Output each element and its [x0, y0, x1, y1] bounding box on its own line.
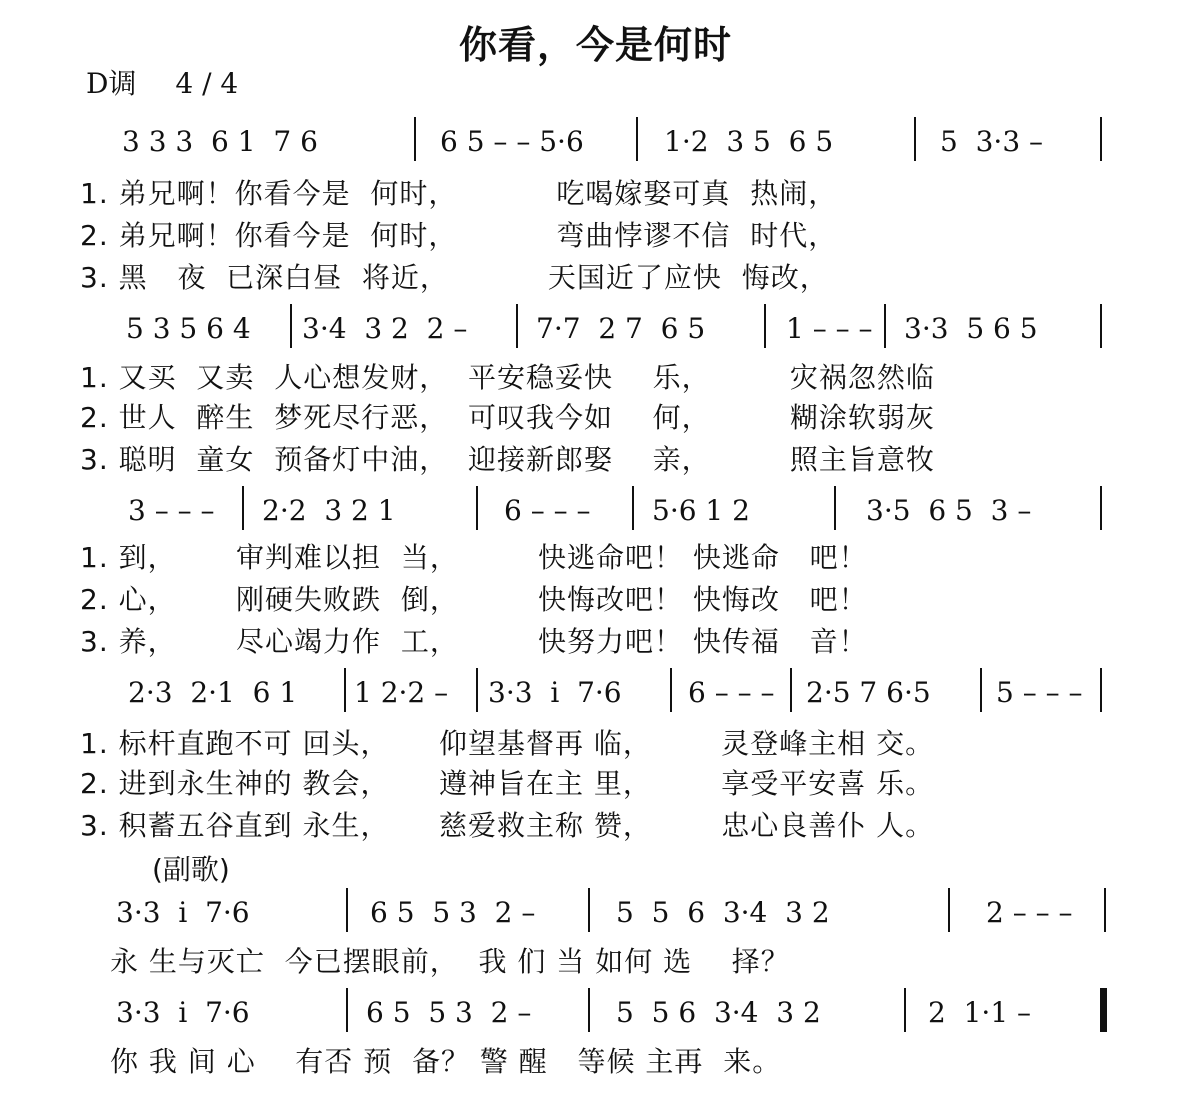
notation-row-5: [0, 896, 1191, 930]
song-meta: [86, 62, 268, 102]
notation-row-4: [0, 676, 1191, 710]
barline: [1100, 668, 1102, 712]
chorus-label: (副歌): [152, 853, 230, 886]
lyric-line: 2. 进到永生神的 教会， 遵神旨在主 里， 享受平安喜 乐。: [80, 767, 935, 800]
measure-2-2: 3·4 3 2 2 –: [302, 312, 468, 345]
measure-2-4: 1 – – –: [786, 312, 873, 345]
measure-3-2: 2·2 3 2 1: [262, 494, 396, 527]
barline: [914, 117, 916, 161]
barline: [476, 486, 478, 530]
measure-1-3: 1·2 3 5 6 5: [664, 125, 834, 158]
lyric-line: 3. 养， 尽心竭力作 工， 快努力吧！ 快传福 音！: [80, 625, 868, 658]
key-signature: D调: [86, 67, 137, 100]
barline: [1100, 117, 1102, 161]
notation-row-6: [0, 996, 1191, 1030]
measure-6-3: 5 5 6 3·4 3 2: [616, 996, 821, 1029]
measure-5-2: 6 5 5 3 2 –: [370, 896, 536, 929]
lyric-line: 1. 弟兄啊！你看今是 何时， 吃喝嫁娶可真 热闹，: [80, 177, 838, 210]
final-barline: [1100, 988, 1107, 1032]
measure-6-4: 2 1·1 –: [928, 996, 1032, 1029]
notation-row-1: [0, 125, 1191, 159]
barline: [948, 888, 950, 932]
measure-5-1: 3·3 i 7·6: [116, 896, 250, 929]
barline: [1100, 486, 1102, 530]
measure-4-4: 6 – – –: [688, 676, 775, 709]
measure-1-1: 3 3 3 6 1 7 6: [122, 125, 318, 158]
measure-2-3: 7·7 2 7 6 5: [536, 312, 706, 345]
lyric-line: 1. 标杆直跑不可 回头， 仰望基督再 临， 灵登峰主相 交。: [80, 727, 935, 760]
notation-row-2: [0, 312, 1191, 346]
measure-4-5: 2·5 7 6·5: [806, 676, 931, 709]
measure-4-2: 1 2·2 –: [354, 676, 449, 709]
measure-4-3: 3·3 i 7·6: [488, 676, 622, 709]
barline: [516, 304, 518, 348]
time-signature: 4 / 4: [175, 67, 239, 100]
measure-5-4: 2 – – –: [986, 896, 1073, 929]
measure-2-5: 3·3 5 6 5: [904, 312, 1038, 345]
measure-6-2: 6 5 5 3 2 –: [366, 996, 532, 1029]
lyric-line: 2. 世人 醉生 梦死尽行恶， 可叹我今如 何， 糊涂软弱灰: [80, 401, 935, 434]
measure-3-1: 3 – – –: [128, 494, 215, 527]
barline: [636, 117, 638, 161]
barline: [588, 988, 590, 1032]
lyric-line: 1. 又买 又卖 人心想发财， 平安稳妥快 乐， 灾祸忽然临: [80, 361, 935, 394]
barline: [588, 888, 590, 932]
barline: [242, 486, 244, 530]
barline: [790, 668, 792, 712]
measure-3-5: 3·5 6 5 3 –: [866, 494, 1032, 527]
barline: [344, 668, 346, 712]
measure-3-4: 5·6 1 2: [652, 494, 750, 527]
barline: [834, 486, 836, 530]
barline: [1100, 304, 1102, 348]
measure-5-3: 5 5 6 3·4 3 2: [616, 896, 830, 929]
barline: [1104, 888, 1106, 932]
lyric-line: 永 生与灭亡 今已摆眼前， 我 们 当 如何 选 择？: [110, 945, 790, 978]
barline: [980, 668, 982, 712]
barline: [632, 486, 634, 530]
measure-2-1: 5 3 5 6 4: [126, 312, 251, 345]
lyric-line: 1. 到， 审判难以担 当， 快逃命吧！ 快逃命 吧！: [80, 541, 868, 574]
barline: [764, 304, 766, 348]
barline: [904, 988, 906, 1032]
barline: [884, 304, 886, 348]
lyric-line: 2. 弟兄啊！你看今是 何时， 弯曲悖谬不信 时代，: [80, 219, 838, 252]
lyric-line: 3. 黑 夜 已深白昼 将近， 天国近了应快 悔改，: [80, 261, 829, 294]
measure-4-1: 2·3 2·1 6 1: [128, 676, 298, 709]
measure-1-2: 6 5 – – 5·6: [440, 125, 584, 158]
measure-4-6: 5 – – –: [996, 676, 1083, 709]
barline: [346, 888, 348, 932]
notation-row-3: [0, 494, 1191, 528]
measure-6-1: 3·3 i 7·6: [116, 996, 250, 1029]
lyric-line: 你 我 间 心 有否 预 备？ 警 醒 等候 主再 来。: [110, 1045, 782, 1078]
song-title: 你看，今是何时: [458, 23, 732, 67]
barline: [670, 668, 672, 712]
lyric-line: 3. 聪明 童女 预备灯中油， 迎接新郎娶 亲， 照主旨意牧: [80, 443, 935, 476]
barline: [346, 988, 348, 1032]
measure-1-4: 5 3·3 –: [940, 125, 1044, 158]
measure-3-3: 6 – – –: [504, 494, 591, 527]
lyric-line: 2. 心， 刚硬失败跌 倒， 快悔改吧！ 快悔改 吧！: [80, 583, 868, 616]
barline: [290, 304, 292, 348]
barline: [476, 668, 478, 712]
lyric-line: 3. 积蓄五谷直到 永生， 慈爱救主称 赞， 忠心良善仆 人。: [80, 809, 935, 842]
barline: [414, 117, 416, 161]
